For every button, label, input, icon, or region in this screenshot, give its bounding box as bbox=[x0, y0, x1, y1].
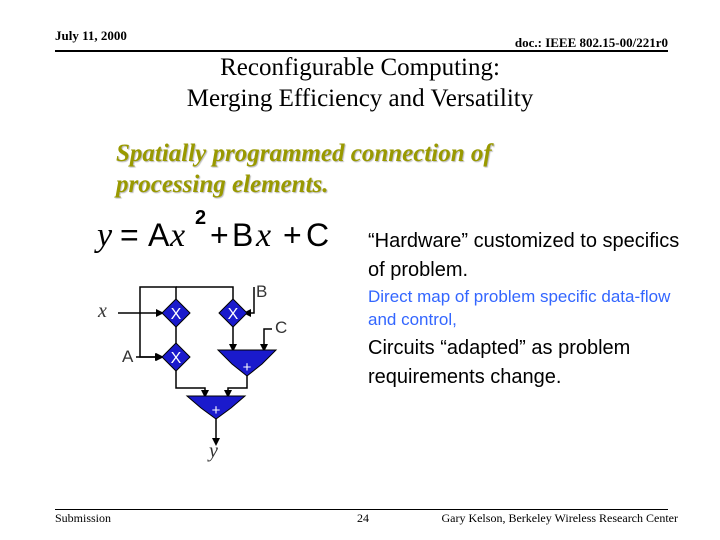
bullet-direct-map: Direct map of problem specific data-flow and control, bbox=[368, 287, 671, 329]
adder-1-symbol: + bbox=[242, 359, 252, 376]
title-line-2: Merging Efficiency and Versatility bbox=[186, 85, 534, 112]
header-doc-id: doc.: IEEE 802.15-00/221r0 bbox=[514, 35, 668, 50]
output-y-label: y bbox=[209, 440, 218, 462]
bullet-circuits-adapted: Circuits “adapted” as problem requirements change. bbox=[368, 337, 631, 388]
subheading-line-1: Spatially programmed connection of bbox=[116, 140, 492, 167]
equation-x1: x bbox=[170, 217, 186, 254]
equation-exponent: 2 bbox=[195, 207, 207, 229]
equation-plus-2: + bbox=[283, 217, 302, 253]
adder-block-2 bbox=[187, 396, 245, 419]
equation-equals: = bbox=[120, 217, 139, 253]
equation-y: y bbox=[97, 217, 113, 254]
footer-page-number: 24 bbox=[357, 511, 369, 525]
equation-a: A bbox=[148, 217, 170, 253]
input-a-label: A bbox=[122, 347, 134, 366]
equation-c: C bbox=[306, 217, 330, 253]
input-x-label: x bbox=[98, 300, 107, 322]
bullet-hardware-customized: “Hardware” customized to specifics of problem. bbox=[368, 230, 680, 281]
subheading-line-2: processing elements. bbox=[116, 171, 329, 198]
adder-block-1 bbox=[218, 350, 276, 376]
equation-b: B bbox=[232, 217, 254, 253]
multiplier-1-symbol: X bbox=[170, 306, 182, 323]
header-date: July 11, 2000 bbox=[55, 28, 127, 43]
equation-plus-1: + bbox=[210, 217, 229, 253]
multiplier-block-2 bbox=[219, 299, 247, 327]
multiplier-2-symbol: X bbox=[227, 306, 239, 323]
processing-blocks bbox=[162, 299, 276, 419]
footer-author: Gary Kelson, Berkeley Wireless Research Center bbox=[441, 511, 678, 525]
input-b-label: B bbox=[256, 282, 268, 301]
multiplier-block-3 bbox=[162, 343, 190, 371]
equation-x2: x bbox=[256, 217, 272, 254]
title-line-1: Reconfigurable Computing: bbox=[220, 54, 500, 81]
equation bbox=[94, 207, 329, 254]
adder-2-symbol: + bbox=[211, 402, 221, 419]
footer-submission: Submission bbox=[55, 511, 112, 525]
footer-rule bbox=[55, 509, 668, 510]
multiplier-3-symbol: X bbox=[170, 350, 182, 367]
multiplier-block-1 bbox=[162, 299, 190, 327]
input-c-label: C bbox=[275, 318, 288, 337]
